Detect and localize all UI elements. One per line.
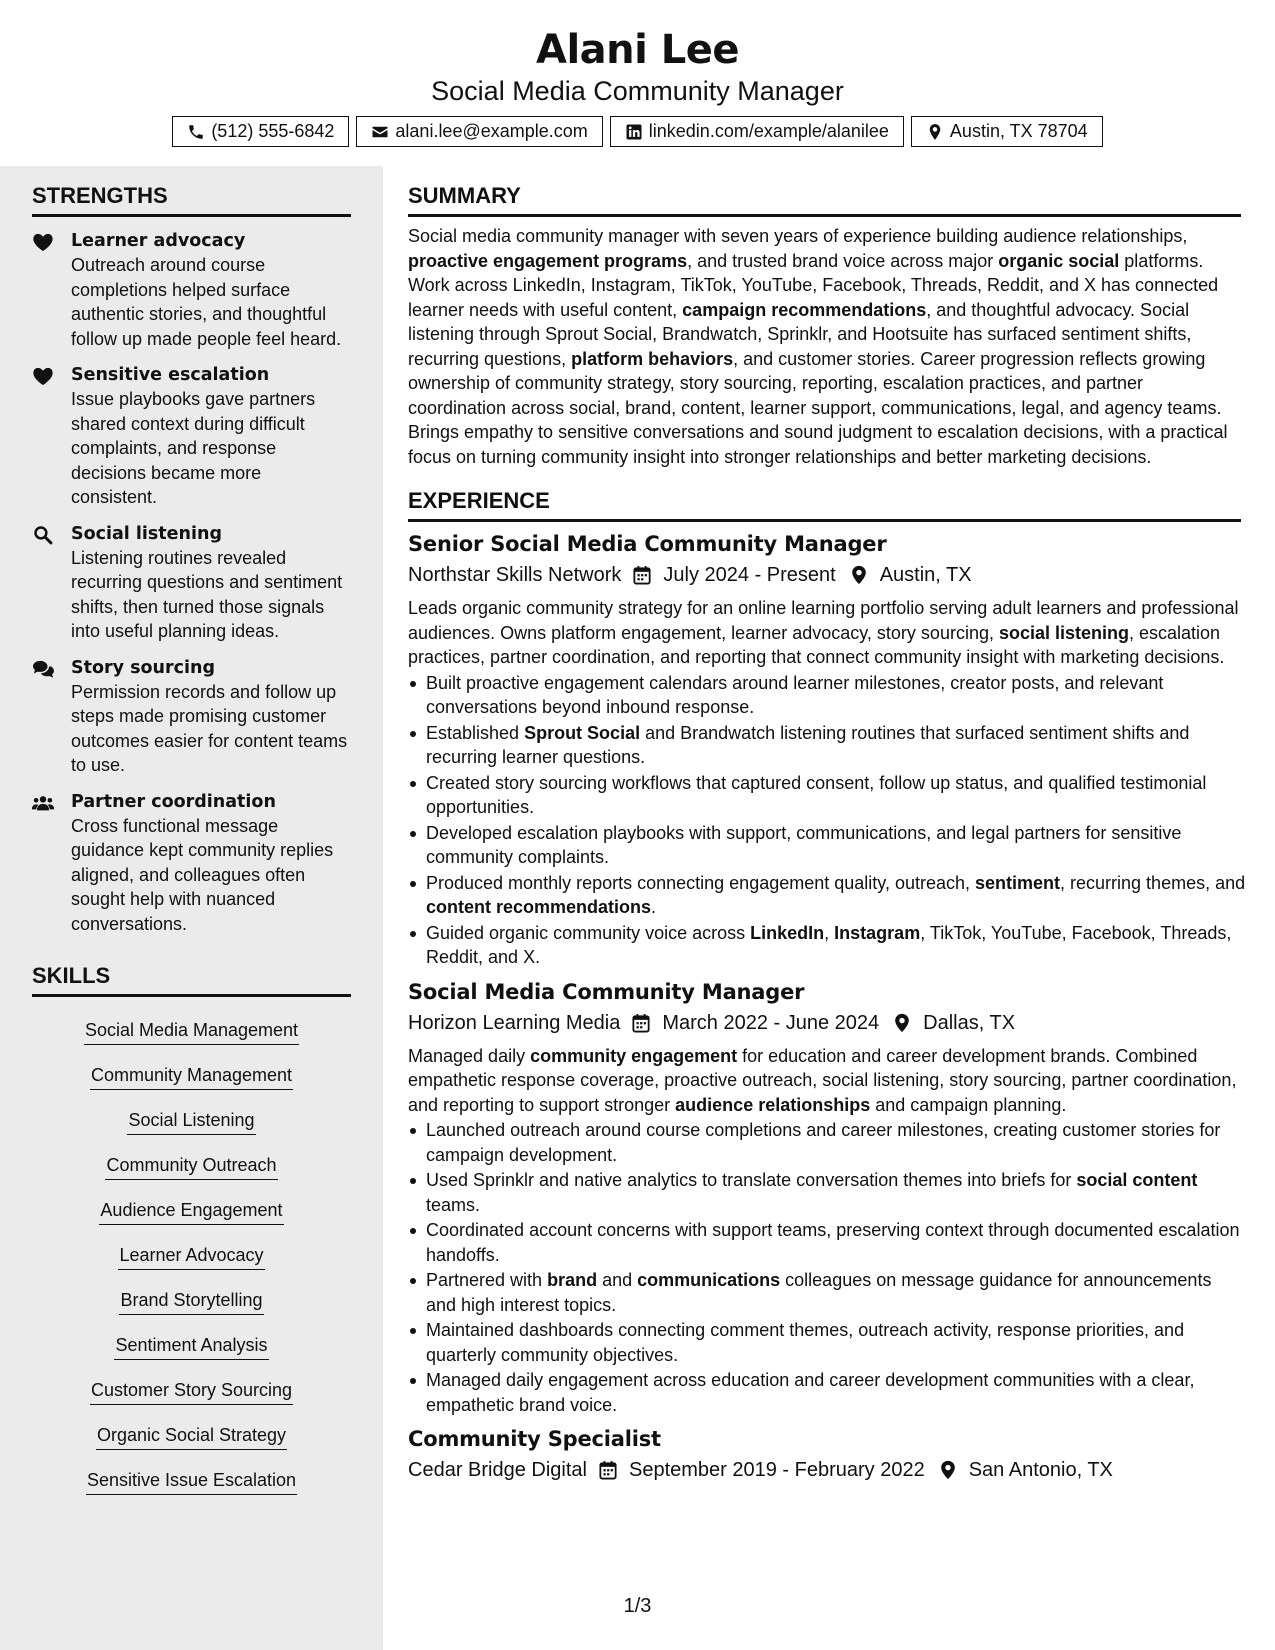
phone-icon — [187, 123, 205, 141]
job-location: San Antonio, TX — [968, 1459, 1113, 1481]
strength-description: Cross functional message guidance kept community replies aligned, and colleagues often sought help with nuanced conversations. — [71, 815, 334, 934]
job-description — [408, 1044, 1246, 1118]
text-run: Developed escalation playbooks with support, communications, and legal partners for sensitive community complaints. — [426, 822, 1182, 867]
job-dates: September 2019 - February 2022 — [628, 1459, 925, 1481]
skill-item — [32, 1279, 351, 1324]
emphasis-text: sentiment — [975, 872, 1061, 893]
skill-label: Audience Engagement — [99, 1197, 283, 1225]
candidate-title: Social Media Community Manager — [431, 76, 844, 106]
job-entry — [408, 1425, 1246, 1484]
text-run: Established — [426, 722, 525, 743]
job-meta — [408, 1009, 1246, 1037]
emphasis-text: LinkedIn — [750, 922, 825, 943]
skill-label: Social Media Management — [84, 1017, 299, 1045]
text-run: teams. — [426, 1194, 481, 1215]
strength-title: Social listening — [71, 523, 222, 544]
skills-list — [32, 1009, 351, 1504]
text-run: Social media community manager with seven years of experience building audience relationships, — [408, 226, 1188, 246]
search-icon — [32, 525, 54, 545]
contact-location-text: Austin, TX 78704 — [949, 121, 1088, 141]
job-location: Austin, TX — [879, 564, 972, 586]
job-dates: July 2024 - Present — [663, 564, 836, 586]
text-run: for education and career development brands. Combined empathetic response coverage, proactive outreach, social listening, story sourcing, partner coordination, and reporting to support stronger — [408, 1045, 1237, 1115]
bullet-item — [408, 1168, 1246, 1217]
strength-title: Story sourcing — [71, 657, 216, 678]
emphasis-text: campaign recommendations — [682, 299, 927, 320]
job-bullets — [408, 1118, 1246, 1417]
contact-phone — [172, 116, 349, 147]
contact-bar — [0, 116, 1275, 147]
job-location: Dallas, TX — [923, 1011, 1016, 1034]
text-run: Created story sourcing workflows that captured consent, follow up status, and qualified testimonial opportunities. — [426, 772, 1207, 817]
contact-email — [356, 116, 602, 147]
text-run: , escalation practices, partner coordination, and reporting that connect community insight with marketing decisions. — [408, 622, 1225, 667]
bullet-item — [408, 1218, 1246, 1267]
text-run: Used Sprinklr and native analytics to translate conversation themes into briefs for — [426, 1170, 1077, 1190]
text-run: Maintained dashboards connecting comment themes, outreach activity, response priorities, and quarterly community objectives. — [426, 1320, 1185, 1365]
skill-item — [32, 1324, 351, 1369]
contact-linkedin-text: linkedin.com/example/alanilee — [648, 121, 889, 141]
linkedin-icon — [625, 123, 643, 141]
skill-label: Social Listening — [127, 1107, 255, 1135]
skill-label: Sentiment Analysis — [114, 1332, 268, 1360]
text-run: and Brandwatch listening routines that surfaced sentiment shifts and recurring learner questions. — [426, 722, 1190, 767]
text-run: platforms. Work across LinkedIn, Instagram, TikTok, YouTube, Facebook, Threads, Reddit, and X has connected learner needs with useful content, — [408, 250, 1219, 320]
job-dates: March 2022 - June 2024 — [662, 1011, 880, 1034]
skill-item — [32, 1369, 351, 1414]
skill-item — [32, 1189, 351, 1234]
text-run: Leads organic community strategy for an online learning portfolio serving adult learners and professional audiences. Owns platform engagement, learner advocacy, story sourcing, — [408, 598, 1239, 643]
summary-text — [408, 224, 1246, 469]
skill-label: Learner Advocacy — [118, 1242, 264, 1270]
bullet-item — [408, 871, 1246, 920]
bullet-item — [408, 921, 1246, 970]
text-run: , and thoughtful advocacy. Social listening through Sprout Social, Brandwatch, Sprinklr, and Hootsuite has surfaced sentiment shifts, recurring questions, — [408, 299, 1192, 369]
text-run: and — [597, 1270, 638, 1290]
text-run: , and trusted brand voice across major — [687, 250, 999, 271]
bullet-item — [408, 721, 1246, 770]
bullet-item — [408, 821, 1246, 870]
page-number: 1/3 — [623, 1595, 652, 1617]
contact-location — [911, 116, 1103, 147]
job-meta — [408, 1456, 1246, 1484]
skill-label: Organic Social Strategy — [96, 1422, 287, 1450]
envelope-icon — [371, 123, 389, 141]
job-meta — [408, 561, 1246, 589]
bullet-item — [408, 671, 1246, 720]
emphasis-text: content recommendations — [426, 897, 652, 917]
strength-item — [32, 229, 351, 351]
strength-item — [32, 790, 351, 937]
text-run: Partnered with — [426, 1270, 548, 1290]
text-run: Built proactive engagement calendars around learner milestones, creator posts, and relevant conversations beyond inbound response. — [426, 672, 1164, 717]
skill-item — [32, 1099, 351, 1144]
calendar-icon — [633, 565, 651, 585]
candidate-name: Alani Lee — [535, 27, 740, 73]
text-run: Launched outreach around course completions and career milestones, creating customer stories for campaign development. — [426, 1120, 1221, 1165]
skill-label: Sensitive Issue Escalation — [86, 1467, 297, 1495]
skill-item — [32, 1414, 351, 1459]
emphasis-text: brand — [547, 1270, 598, 1290]
skill-label: Community Outreach — [105, 1152, 277, 1180]
job-title: Social Media Community Manager — [408, 979, 805, 1004]
emphasis-text: Sprout Social — [524, 722, 641, 743]
calendar-icon — [599, 1460, 617, 1480]
emphasis-text: communications — [637, 1270, 781, 1290]
text-run: , recurring themes, and — [1060, 872, 1246, 893]
text-run: Coordinated account concerns with support teams, preserving context through documented escalation handoffs. — [426, 1220, 1240, 1265]
text-run: Guided organic community voice across — [426, 922, 751, 943]
emphasis-text: organic social — [998, 250, 1120, 271]
map-pin-icon — [926, 123, 944, 141]
map-pin-icon — [893, 1013, 911, 1033]
skill-item — [32, 1234, 351, 1279]
emphasis-text: platform behaviors — [571, 348, 734, 369]
strength-description: Listening routines revealed recurring questions and sentiment shifts, then turned those signals into useful planning ideas. — [71, 547, 343, 641]
skill-item — [32, 1009, 351, 1054]
emphasis-text: audience relationships — [675, 1094, 871, 1115]
skill-item — [32, 1459, 351, 1504]
main-content — [383, 166, 1275, 1650]
skill-item — [32, 1054, 351, 1099]
job-entry — [408, 978, 1246, 1418]
text-run: . — [651, 897, 657, 917]
heart-icon — [32, 232, 54, 252]
experience-heading: EXPERIENCE — [408, 487, 1241, 522]
strength-item — [32, 656, 351, 778]
users-icon — [32, 793, 54, 813]
comments-icon — [32, 659, 54, 679]
contact-email-text: alani.lee@example.com — [395, 121, 588, 141]
contact-linkedin — [610, 116, 904, 147]
text-run: Managed daily — [408, 1045, 531, 1066]
emphasis-text: Instagram — [834, 922, 921, 943]
strength-description: Outreach around course completions helped surface authentic stories, and thoughtful follow up made people feel heard. — [71, 255, 342, 349]
contact-phone-text: (512) 555-6842 — [211, 121, 335, 141]
text-run: colleagues on message guidance for announcements and high interest topics. — [426, 1270, 1212, 1315]
skill-label: Customer Story Sourcing — [90, 1377, 293, 1405]
emphasis-text: proactive engagement programs — [408, 250, 688, 271]
strength-title: Learner advocacy — [71, 231, 246, 251]
summary-heading: SUMMARY — [408, 182, 1241, 217]
text-run: , and customer stories. Career progression reflects growing ownership of community strategy, story sourcing, reporting, escalation practices, and partner coordination across social, brand, content, learner support, communications, legal, and agency teams. Brings empathy to sensitive conversations and sound judgment to escalation decisions, with a practical focus on turning community insight into stronger relationships and better marketing decisions. — [408, 348, 1228, 467]
map-pin-icon — [939, 1460, 957, 1480]
strength-title: Sensitive escalation — [71, 365, 270, 385]
job-entry — [408, 530, 1246, 970]
strength-title: Partner coordination — [71, 791, 276, 812]
heart-icon — [32, 366, 54, 386]
bullet-item — [408, 1118, 1246, 1167]
text-run: Managed daily engagement across education and career development communities with a clear, empathetic brand voice. — [426, 1370, 1195, 1415]
strengths-heading: STRENGTHS — [32, 182, 351, 217]
resume-header — [0, 0, 1275, 166]
job-title: Senior Social Media Community Manager — [408, 532, 887, 556]
bullet-item — [408, 771, 1246, 820]
emphasis-text: social listening — [998, 622, 1130, 643]
job-bullets — [408, 671, 1246, 970]
text-run: , TikTok, YouTube, Facebook, Threads, Reddit, and X. — [426, 922, 1232, 967]
job-company: Northstar Skills Network — [408, 564, 622, 586]
bullet-item — [408, 1268, 1246, 1317]
calendar-icon — [632, 1013, 650, 1033]
skill-label: Community Management — [90, 1062, 293, 1090]
bullet-item — [408, 1368, 1246, 1417]
bullet-item — [408, 1318, 1246, 1367]
skill-item — [32, 1144, 351, 1189]
job-company: Cedar Bridge Digital — [408, 1459, 587, 1481]
strength-description: Issue playbooks gave partners shared context during difficult complaints, and response decisions became more consistent. — [71, 389, 316, 507]
emphasis-text: community engagement — [530, 1045, 738, 1066]
skill-label: Brand Storytelling — [119, 1287, 263, 1315]
sidebar — [0, 166, 383, 1650]
text-run: Produced monthly reports connecting engagement quality, outreach, — [426, 872, 975, 893]
emphasis-text: social content — [1076, 1170, 1198, 1190]
text-run: , — [824, 922, 835, 943]
strength-description: Permission records and follow up steps made promising customer outcomes easier for content teams to use. — [71, 681, 348, 775]
skills-heading: SKILLS — [32, 962, 351, 997]
job-company: Horizon Learning Media — [408, 1011, 621, 1034]
map-pin-icon — [850, 565, 868, 585]
strength-item — [32, 522, 351, 644]
strength-item — [32, 363, 351, 510]
job-description — [408, 596, 1246, 670]
text-run: and campaign planning. — [870, 1094, 1067, 1115]
job-title: Community Specialist — [408, 1427, 661, 1451]
